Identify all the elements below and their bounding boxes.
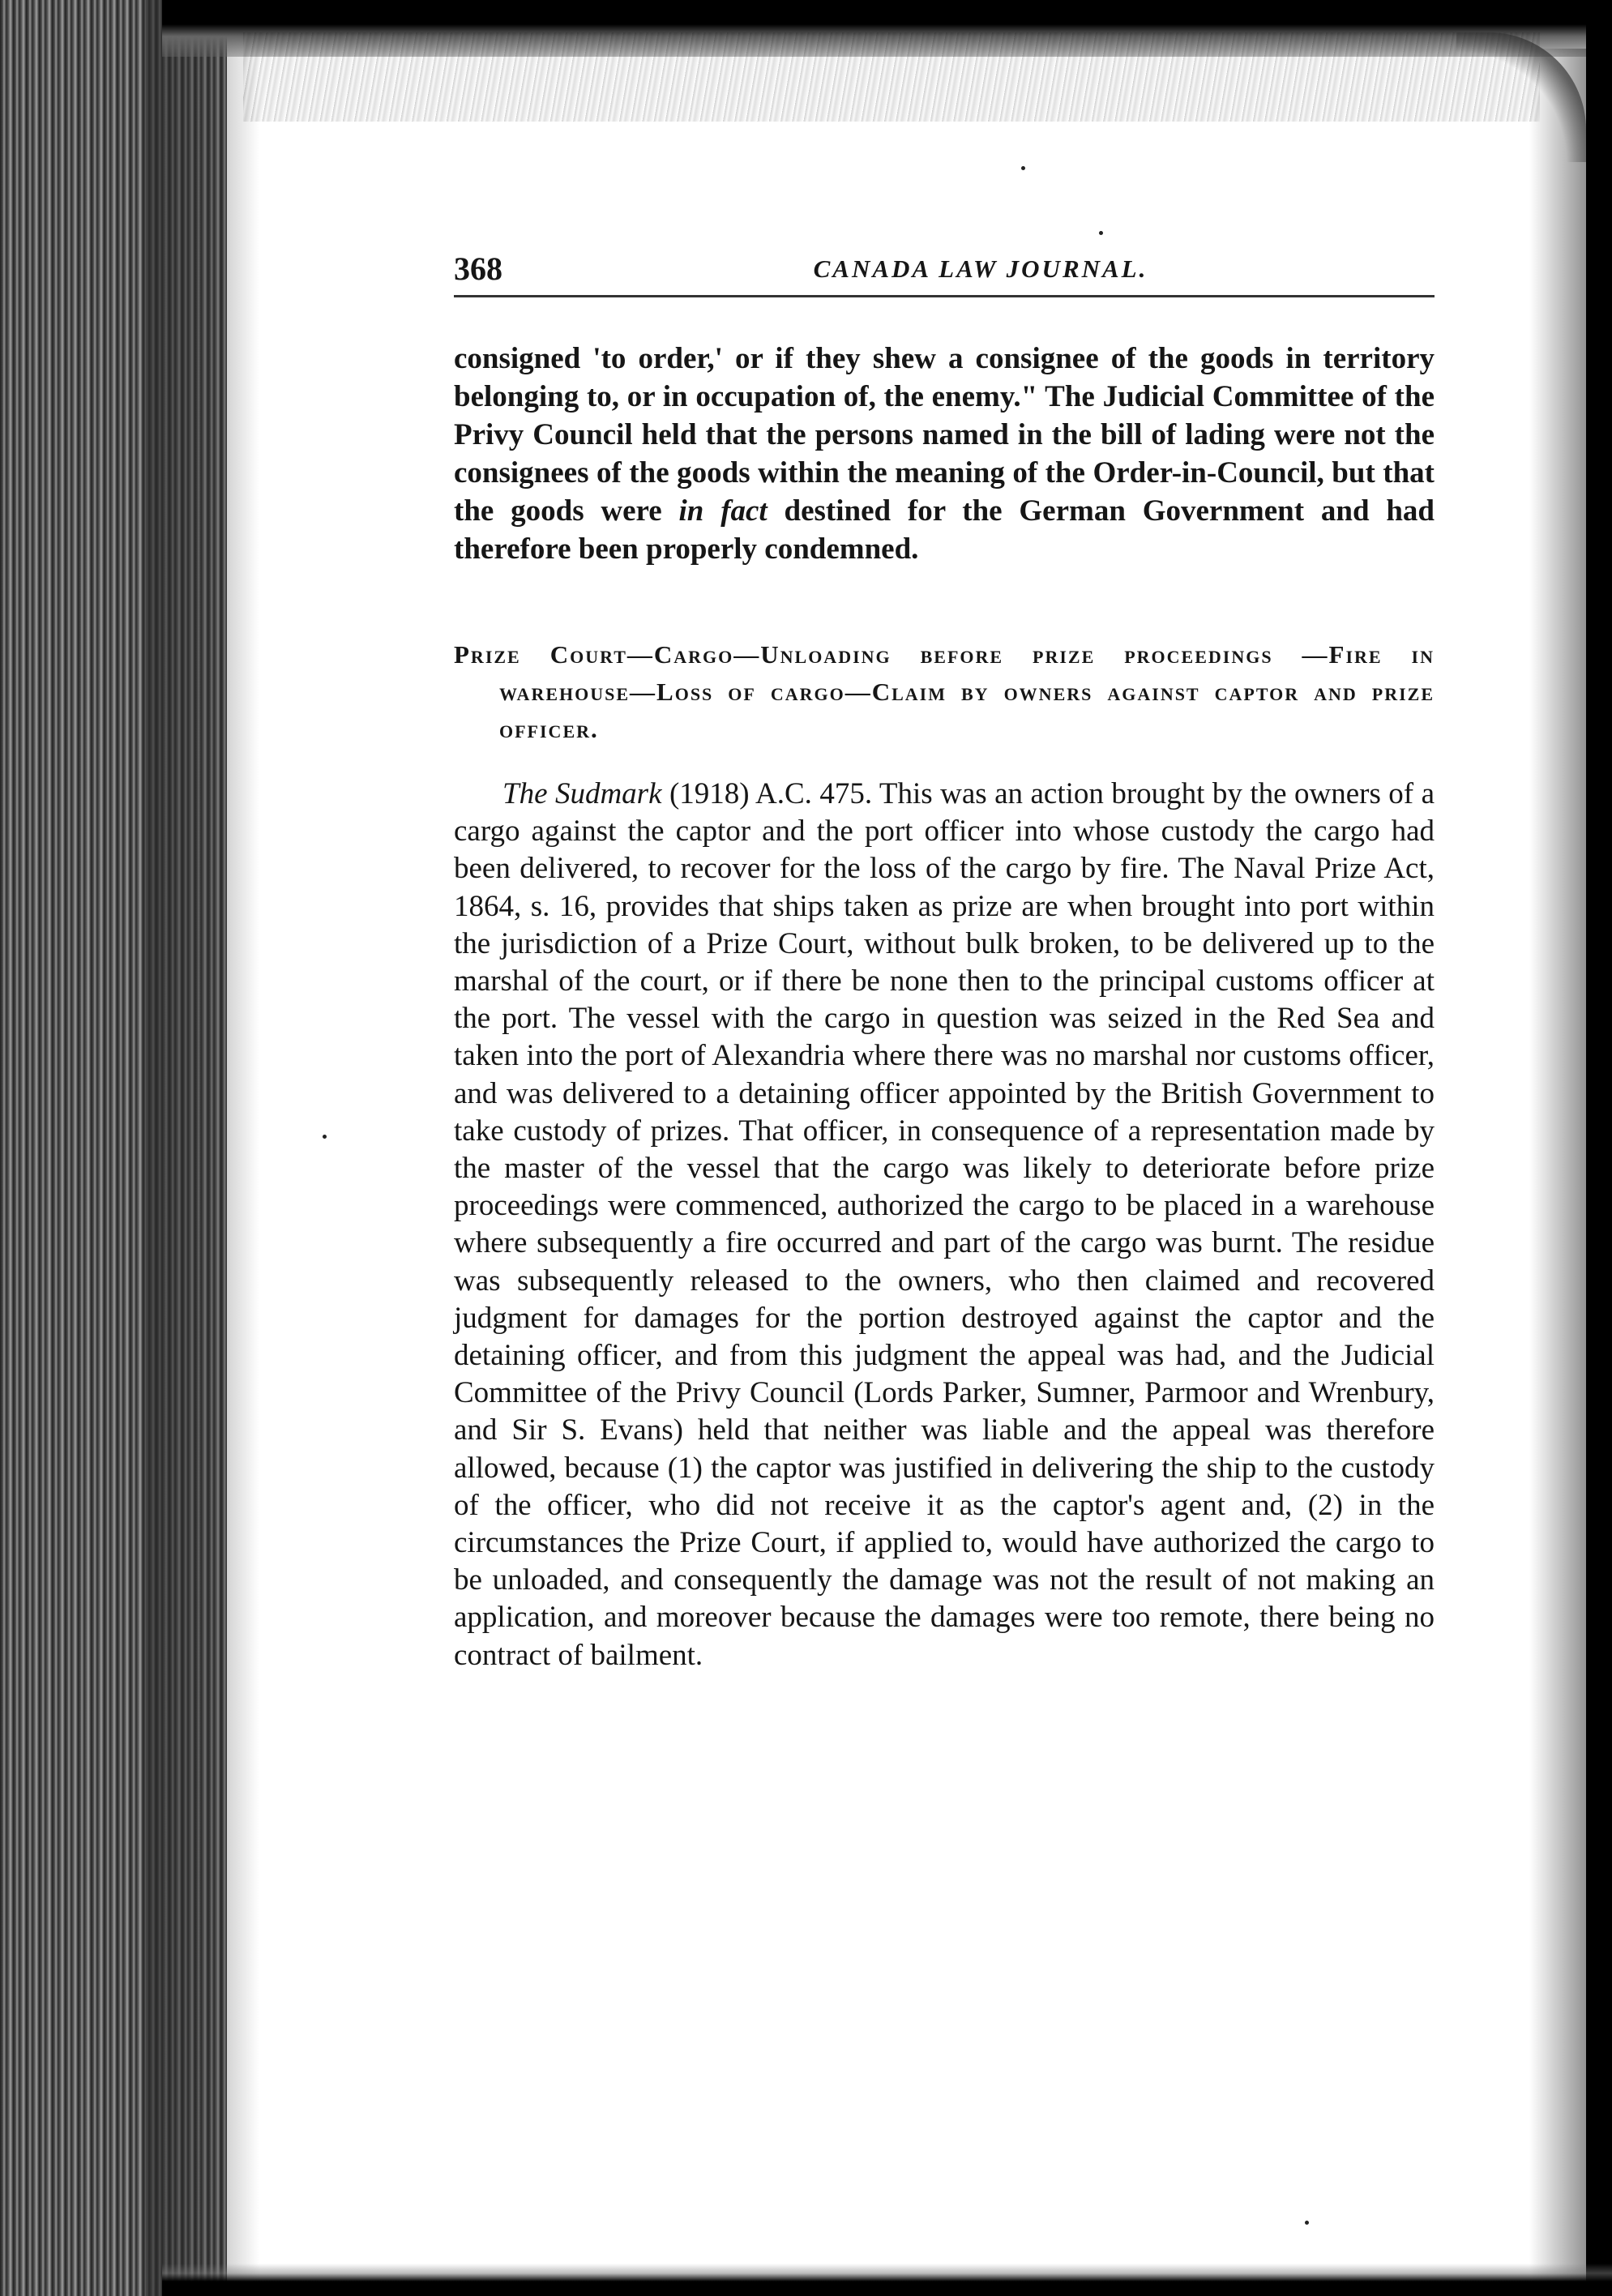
case-body: (1918) A.C. 475. This was an action brought by the owners of a cargo against the captor and the port officer into whose custody the cargo had been delivered, to recover for the loss of the cargo by fire. The Naval Prize Act, 1864, s. 16, provides that ships taken as prize are when brought into port within the jurisdiction of a Prize Court, without bulk broken, to be delivered up to the marshal of the court, or if there be none then to the principal customs officer at the port. The vessel with the cargo in question was seized in the Red Sea and taken into the port of Alexandria where there was no marshal nor customs officer, and was delivered to a detaining officer appointed by the British Government to take custody of prizes. That officer, in consequence of a representation made by the master of the vessel that the cargo was likely to deteriorate before prize proceedings were commenced, authorized the cargo to be placed in a warehouse where subsequently a fire occurred and part of the cargo was burnt. The residue was subsequently released to the owners, who then claimed and recovered judgment for damages for the portion destroyed against the captor and the detaining officer, and from this judgment the appeal was had, and the Judicial Committee of the Privy Council (Lords Parker, Sumner, Parmoor and Wrenbury, and Sir S. Evans) held that neither was liable and the appeal was therefore allowed, because (1) the captor was justified in delivering the ship to the custody of the officer, who did not receive it as the captor's agent and, (2) in the circumstances the Prize Court, if applied to, would have authorized the cargo to be unloaded, and consequently the damage was not the result of not making an application, and moreover because the damages were too remote, there being no contract of bailment. (454, 777, 1435, 1672)
scan-speck (1099, 231, 1103, 235)
case-paragraph (454, 776, 1435, 1674)
continued-paragraph (454, 340, 1435, 568)
paragraph-text: consigned 'to order,' or if they shew a consignee of the goods in territory belonging to, or in occupation of, the enemy." The Judicial Committee of the Privy Council held that the persons named in the bill of lading were not the consignees of the goods within the meaning of the Order-in-Council, but that the goods were (454, 342, 1435, 528)
scan-bottom-edge (162, 2264, 1612, 2296)
italic-text: in fact (678, 494, 768, 528)
scan-speck (323, 1135, 327, 1139)
scan-shadow (1529, 49, 1586, 2296)
case-name: The Sudmark (502, 777, 662, 810)
section-heading: Prize Court—Cargo—Unloading before prize proceedings —Fire in warehouse—Loss of cargo—Claim by owners against captor and prize officer. (454, 640, 1435, 743)
page-content (454, 243, 1435, 1674)
scan-right-edge (1586, 0, 1612, 2296)
journal-title: CANADA LAW JOURNAL. (813, 254, 1148, 283)
running-header (454, 243, 1435, 297)
scan-shadow (146, 0, 259, 2296)
scan-speck (1021, 166, 1025, 170)
paragraph-text: destined for the German Government and had therefore been properly condemned. (454, 494, 1435, 566)
page-number: 368 (454, 250, 502, 287)
scan-noise (243, 32, 1540, 122)
scan-speck (1305, 2221, 1309, 2225)
